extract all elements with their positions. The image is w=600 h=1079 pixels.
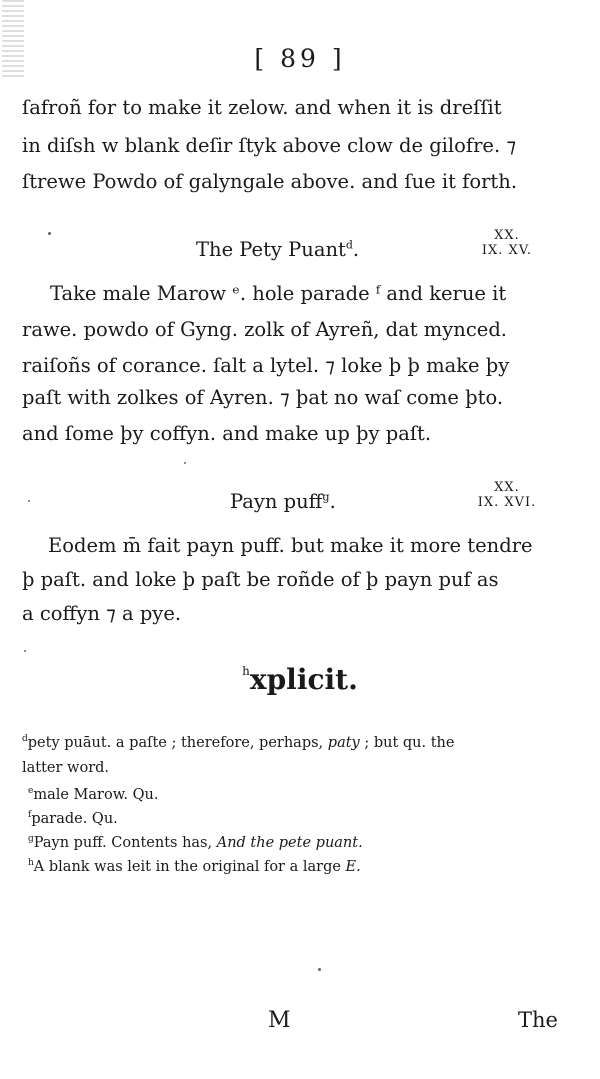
footnote-mark: e xyxy=(28,786,34,796)
ref-bottom: IX. XVI. xyxy=(477,495,537,510)
recipe-line: paſt with zolkes of Ayren. ⁊ þat no waſ come þto. xyxy=(22,386,504,409)
footnote xyxy=(28,786,588,803)
recipe-line: raiſoñs of corance. ſalt a lytel. ⁊ loke þ þ make þy xyxy=(22,354,510,377)
footnote-mark: h xyxy=(242,664,250,678)
footnote-mark: d xyxy=(345,238,353,252)
explicit-text: xplicit. xyxy=(249,663,358,696)
footnote xyxy=(28,834,588,851)
recipe-line: Take male Marow ᵉ. hole parade ᶠ and kerue it xyxy=(50,282,507,305)
recipe-title: The Pety Puant xyxy=(196,238,346,261)
ink-speck xyxy=(184,462,186,464)
opening-line: in diſsh w blank deſir ſtyk above clow de gilofre. ⁊ xyxy=(22,134,517,157)
explicit-heading xyxy=(0,663,600,696)
footnote-text: Payn puff. Contents has, xyxy=(33,834,217,851)
ref-top: XX. xyxy=(494,228,520,243)
signature-mark: M xyxy=(268,1008,291,1033)
opening-line: ſafroñ for to make it zelow. and when it is dreſſit xyxy=(22,96,502,119)
footnote-mark: g xyxy=(322,490,330,504)
footnote-mark: g xyxy=(28,834,34,844)
opening-line: ſtrewe Powdo of galyngale above. and ſue it forth. xyxy=(22,170,518,193)
footnote-text: male Marow. Qu. xyxy=(33,786,159,803)
footnote xyxy=(22,760,582,776)
footnote-tail: ; but qu. the xyxy=(359,734,455,751)
recipe-title: Payn puff xyxy=(230,490,323,513)
footnote-italic: E. xyxy=(345,858,361,875)
recipe-reference xyxy=(462,228,552,258)
footnote-text: latter word. xyxy=(22,760,110,776)
ink-speck xyxy=(24,650,26,652)
footnote xyxy=(28,858,588,875)
ink-speck xyxy=(28,500,30,502)
recipe-line: þ paſt. and loke þ paſt be roñde of þ payn puf as xyxy=(22,568,499,591)
catchword: The xyxy=(518,1008,558,1032)
recipe-line: and ſome þy coffyn. and make up þy paſt. xyxy=(22,422,432,445)
footnote xyxy=(22,734,582,751)
ref-bottom: IX. XV. xyxy=(481,243,533,258)
footnote-mark: f xyxy=(28,810,32,820)
footnote-text: pety puāut. a paſte ; therefore, perhaps, xyxy=(27,734,328,751)
ink-speck xyxy=(48,232,51,235)
ref-top: XX. xyxy=(494,480,520,495)
footnote-text: parade. Qu. xyxy=(31,810,118,827)
footnote-text: A blank was leit in the original for a large xyxy=(33,858,346,875)
recipe-line: rawe. powdo of Gyng. zolk of Ayreñ, dat mynced. xyxy=(22,318,507,341)
footnote-mark: d xyxy=(22,734,28,744)
footnote xyxy=(28,810,588,827)
recipe-heading: Payn puff$^g$. xyxy=(230,490,336,513)
footnote-mark: h xyxy=(28,858,34,868)
page-number: [ 89 ] xyxy=(254,44,346,73)
recipe-reference xyxy=(462,480,552,510)
recipe-heading: The Pety Puant$^d$. xyxy=(196,238,360,261)
ink-speck xyxy=(318,968,321,971)
footnote-italic: And the pete puant. xyxy=(216,834,363,851)
recipe-line: Eodem m̄ fait payn puff. but make it more tendre xyxy=(48,534,533,557)
recipe-line: a coffyn ⁊ a pye. xyxy=(22,602,182,625)
footnote-italic: paty xyxy=(327,734,360,751)
